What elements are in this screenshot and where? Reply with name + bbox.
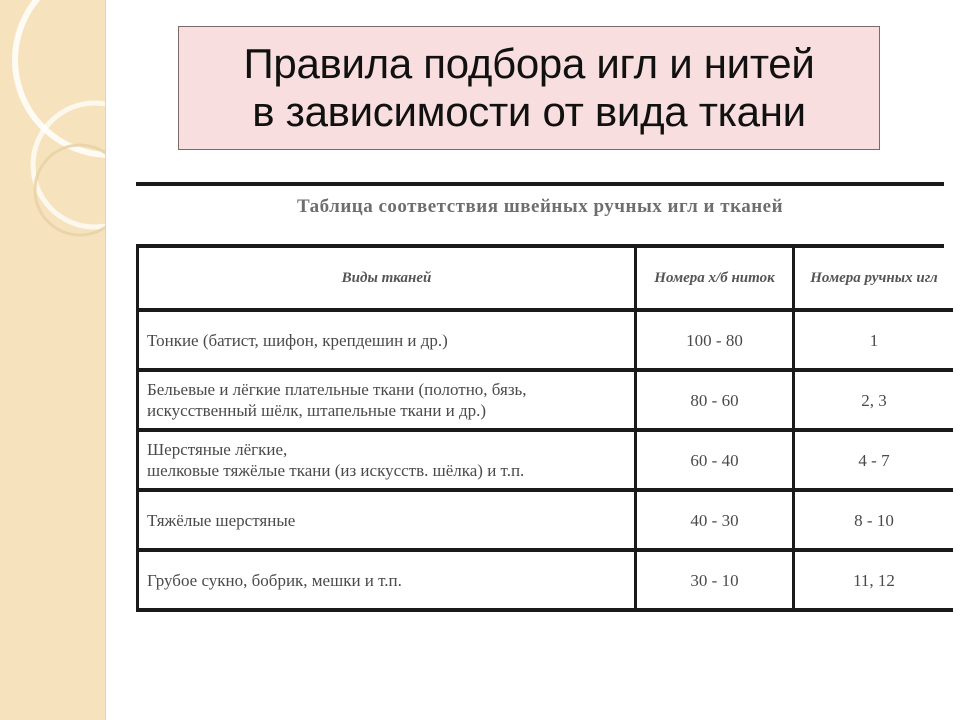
table-row bbox=[138, 430, 954, 490]
slide-title-line-1: Правила подбора игл и нитей bbox=[243, 40, 815, 87]
table-row bbox=[138, 310, 954, 370]
thread-number-cell: 100 - 80 bbox=[636, 310, 794, 370]
thread-number-cell: 60 - 40 bbox=[636, 430, 794, 490]
needle-number-cell: 8 - 10 bbox=[794, 490, 954, 550]
header-needle-numbers: Номера ручных игл bbox=[794, 248, 954, 310]
header-fabric-types: Виды тканей bbox=[138, 248, 636, 310]
thread-number-cell: 30 - 10 bbox=[636, 550, 794, 610]
thread-number-cell: 40 - 30 bbox=[636, 490, 794, 550]
fabric-type-cell: Тяжёлые шерстяные bbox=[147, 510, 296, 530]
table-caption: Таблица соответствия швейных ручных игл и тканей bbox=[296, 196, 784, 217]
fabric-type-cell: Грубое сукно, бобрик, мешки и т.п. bbox=[147, 570, 402, 590]
slide-title-box bbox=[178, 26, 880, 150]
needle-number-cell: 1 bbox=[794, 310, 954, 370]
decorative-circles bbox=[0, 0, 105, 720]
table-row bbox=[138, 370, 954, 430]
fabric-type-cell: Бельевые и лёгкие плательные ткани (полотно, бязь, искусственный шёлк, штапельные ткани и др.) bbox=[147, 380, 527, 420]
needle-number-cell: 4 - 7 bbox=[794, 430, 954, 490]
needle-number-cell: 11, 12 bbox=[794, 550, 954, 610]
needle-thread-table-area bbox=[136, 182, 944, 610]
fabric-table bbox=[136, 248, 953, 612]
fabric-type-cell: Тонкие (батист, шифон, крепдешин и др.) bbox=[147, 330, 448, 350]
header-thread-numbers: Номера х/б ниток bbox=[636, 248, 794, 310]
slide-title-line-2: в зависимости от вида ткани bbox=[252, 88, 806, 135]
decorative-side-strip bbox=[0, 0, 106, 720]
fabric-type-cell: Шерстяные лёгкие, шелковые тяжёлые ткани (из искусств. шёлка) и т.п. bbox=[147, 440, 525, 480]
table-top-rule bbox=[136, 182, 944, 186]
table-header-row bbox=[138, 248, 954, 310]
needle-number-cell: 2, 3 bbox=[794, 370, 954, 430]
table-row bbox=[138, 490, 954, 550]
thread-number-cell: 80 - 60 bbox=[636, 370, 794, 430]
table-row bbox=[138, 550, 954, 610]
